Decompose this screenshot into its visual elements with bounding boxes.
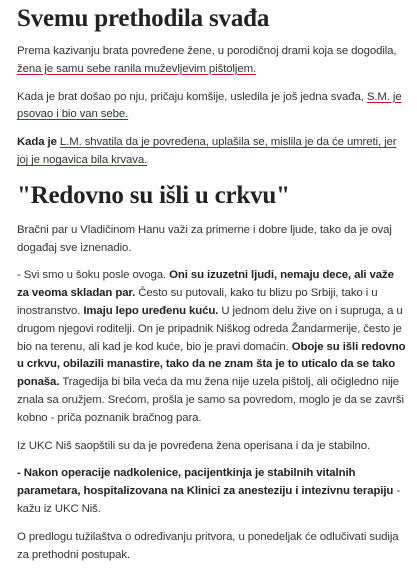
paragraph-text: - Svi smo u šoku posle ovoga. — [17, 269, 170, 282]
bold-text: Imaju lepo uređenu kuću. — [83, 304, 219, 317]
underlined-phrase[interactable]: žena je samu sebe ranila muževljevim pištoljem. — [17, 62, 257, 75]
paragraph-text: Kada je brat došao po nju, pričaju komšije, usledila je još jedna svađa, — [17, 90, 367, 103]
paragraph-text: Bračni par u Vladičinom Hanu važi za primerne i dobre ljude, tako da je ovaj događaj sve iznenadio. — [17, 223, 392, 254]
bold-text: Kada je — [17, 136, 60, 149]
section-heading-church: "Redovno su išli u crkvu" — [17, 181, 290, 209]
paragraph-injury — [17, 134, 407, 170]
article-body — [17, 0, 407, 574]
paragraph-ukc-quote — [17, 465, 407, 518]
bold-text: Oboje su išli redovno u crkvu, obilazili manastire, tako da ne znam šta je to uticalo da se tako ponaša. — [17, 340, 406, 389]
paragraph-detention — [17, 529, 407, 565]
paragraph-text: - kažu iz UKC Niš. — [17, 485, 401, 515]
paragraph-acquaintance-quote — [17, 267, 407, 427]
paragraph-text: U jednom delu žive on i supruga, a u drugom njegovi roditelji. On je pripadnik Niškog odreda Žandarmerije, često je bio na terenu, ali kad je kod kuće, bio je pravi domaćin. — [17, 304, 403, 353]
paragraph-text: O predlogu tužilaštva o određivanju pritvora, u ponedeljak će odlučivati sudija za prethodni postupak. — [17, 530, 399, 561]
paragraph-text: Tragedija bi bila veća da mu žena nije uzela pištolj, ali očigledno nije znala sa oružjem. Srećom, prošla je samo sa povredom, moglo je da se završi kobno - priča poznanik bračnog para. — [17, 376, 404, 424]
paragraph-ukc-statement — [17, 438, 407, 456]
bold-text: Oni su izuzetni ljudi, nemaju dece, ali važe za veoma skladan par. — [17, 269, 394, 300]
paragraph-couple — [17, 222, 407, 258]
paragraph-text: Prema kazivanju brata povređene žene, u porodičnoj drami koja se dogodila, — [17, 45, 397, 57]
section-heading-quarrel: Svemu prethodila svađa — [17, 5, 270, 32]
underlined-phrase[interactable]: S.M. je psovao i bio van sebe. — [17, 90, 402, 121]
paragraph-neighbors — [17, 89, 407, 125]
paragraph-brother-account — [17, 43, 407, 79]
bold-text: - Nakon operacije nadkolenice, pacijentkinja je stabilnih vitalnih parametara, hospitalizovana na Klinici za anesteziju i intezivnu terapiju — [17, 467, 394, 498]
underlined-phrase[interactable]: L.M. shvatila da je povređena, uplašila se, mislila je da će umreti, jer joj je nogavica bila krvava. — [17, 136, 397, 166]
paragraph-text: Često su putovali, kako tu blizu po Srbiji, tako i u inostranstvo. — [17, 287, 378, 317]
paragraph-text: Iz UKC Niš saopštili su da je povređena žena operisana i da je stabilno. — [17, 439, 371, 452]
